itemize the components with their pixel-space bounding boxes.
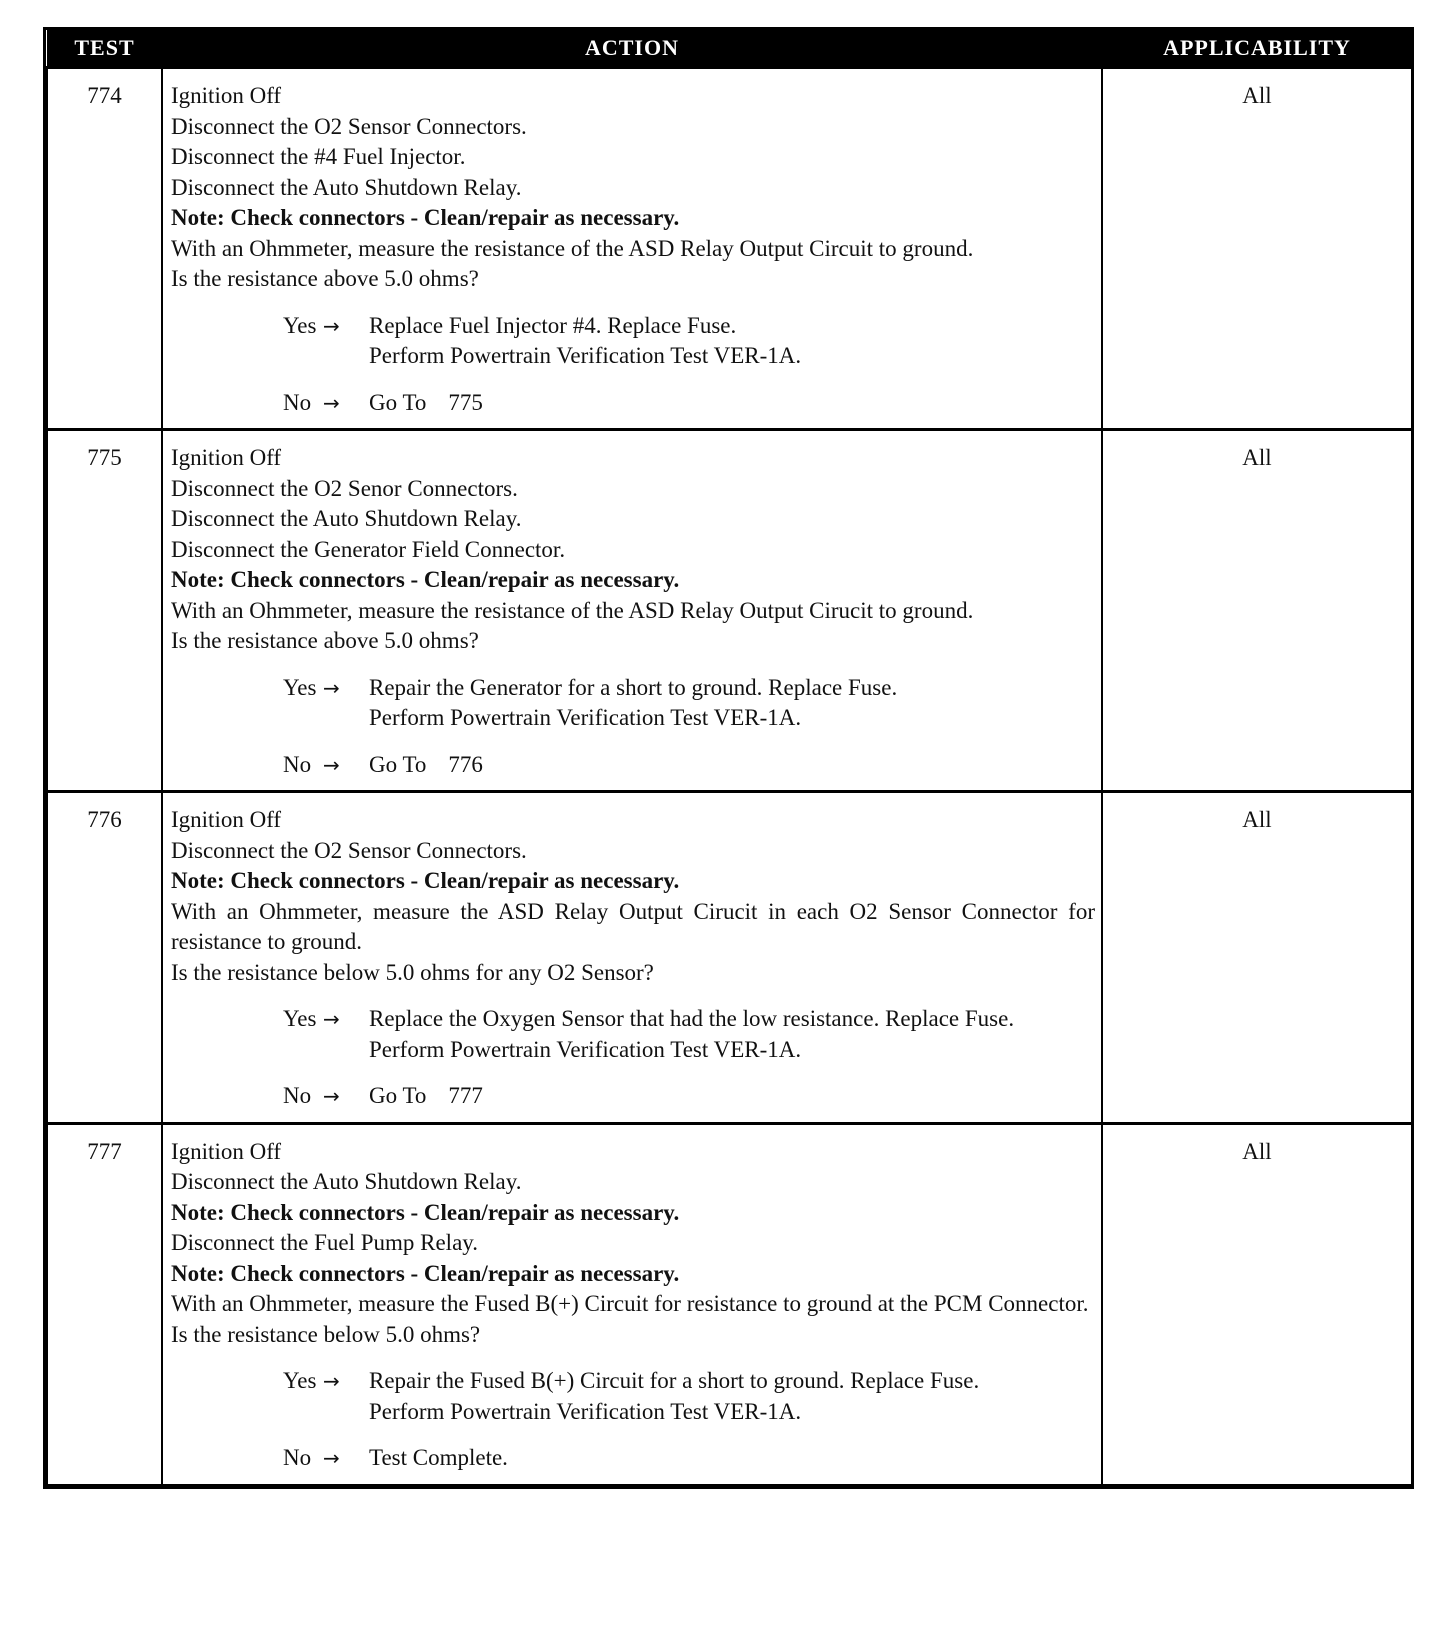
yes-result xyxy=(353,1366,1095,1427)
note-line: Note: Check connectors - Clean/repair as necessary. xyxy=(171,1260,680,1286)
instruction-line: Is the resistance above 5.0 ohms? xyxy=(171,266,479,291)
test-number: 776 xyxy=(47,792,162,1124)
no-action: Go To xyxy=(369,389,427,415)
no-result xyxy=(353,1081,1095,1112)
table-header xyxy=(47,30,1412,68)
header-applicability: APPLICABILITY xyxy=(1102,30,1412,68)
arrow-right-icon: → xyxy=(323,313,340,338)
instruction-line: Disconnect the Auto Shutdown Relay. xyxy=(171,506,522,531)
table-row xyxy=(47,68,1412,430)
instruction-line: Is the resistance below 5.0 ohms for any O2 Sensor? xyxy=(171,959,654,985)
goto-test-link[interactable]: 777 xyxy=(448,1083,483,1108)
instruction-line: Disconnect the O2 Senor Connectors. xyxy=(171,475,518,501)
no-outcome xyxy=(171,1443,1095,1474)
test-number: 774 xyxy=(47,68,162,430)
instruction-line: Disconnect the Fuel Pump Relay. xyxy=(171,1230,479,1255)
test-action xyxy=(162,792,1102,1124)
table-row xyxy=(47,1123,1412,1485)
yes-result-line: Repair the Fused B(+) Circuit for a short to ground. Replace Fuse. xyxy=(369,1368,980,1393)
instruction-line: Is the resistance below 5.0 ohms? xyxy=(171,1321,481,1347)
yes-result-line: Perform Powertrain Verification Test VER-1A. xyxy=(369,1398,802,1424)
instruction-line: Ignition Off xyxy=(171,445,282,470)
yes-result-line: Replace Fuel Injector #4. Replace Fuse. xyxy=(369,312,737,338)
yes-label: Yes xyxy=(283,312,317,338)
instruction-line: Ignition Off xyxy=(171,83,282,108)
no-outcome xyxy=(171,750,1095,781)
yes-label: Yes xyxy=(283,1368,317,1393)
instruction-line: Disconnect the #4 Fuel Injector. xyxy=(171,144,466,169)
test-action xyxy=(162,1123,1102,1485)
note-line: Note: Check connectors - Clean/repair as necessary. xyxy=(171,205,680,230)
arrow-right-icon: → xyxy=(323,675,340,700)
no-action: Go To xyxy=(369,1083,427,1108)
instruction-line: Disconnect the O2 Sensor Connectors. xyxy=(171,113,527,139)
instruction-line: Disconnect the Auto Shutdown Relay. xyxy=(171,174,522,200)
yes-label: Yes xyxy=(283,674,317,700)
table-row xyxy=(47,430,1412,792)
note-line: Note: Check connectors - Clean/repair as necessary. xyxy=(171,1199,680,1225)
yes-result xyxy=(353,311,1095,372)
no-label: No xyxy=(283,751,312,777)
no-result xyxy=(353,1443,1095,1474)
arrow-right-icon: → xyxy=(323,390,340,415)
arrow-right-icon: → xyxy=(323,752,340,777)
applicability-value: All xyxy=(1102,430,1412,792)
yes-result-line: Perform Powertrain Verification Test VER-1A. xyxy=(369,705,802,730)
diagnostic-test-table xyxy=(43,27,1414,1489)
header-test: TEST xyxy=(47,30,162,68)
applicability-value: All xyxy=(1102,1123,1412,1485)
note-line: Note: Check connectors - Clean/repair as necessary. xyxy=(171,567,680,592)
test-action xyxy=(162,430,1102,792)
applicability-value: All xyxy=(1102,68,1412,430)
instruction-line: Disconnect the O2 Sensor Connectors. xyxy=(171,837,527,863)
instruction-line: Is the resistance above 5.0 ohms? xyxy=(171,628,479,653)
goto-test-link[interactable]: 776 xyxy=(448,751,483,777)
yes-outcome xyxy=(171,311,1095,372)
instruction-line: Ignition Off xyxy=(171,807,282,832)
yes-result xyxy=(353,673,1095,734)
no-result xyxy=(353,388,1095,419)
no-result xyxy=(353,750,1095,781)
instruction-line: With an Ohmmeter, measure the ASD Relay Output Cirucit in each O2 Sensor Connector for resistance to ground. xyxy=(171,898,1095,954)
instruction-line: Ignition Off xyxy=(171,1138,282,1164)
test-action xyxy=(162,68,1102,430)
yes-outcome xyxy=(171,1004,1095,1065)
arrow-right-icon: → xyxy=(323,1007,340,1031)
yes-outcome xyxy=(171,673,1095,734)
yes-outcome xyxy=(171,1366,1095,1427)
yes-result-line: Repair the Generator for a short to ground. Replace Fuse. xyxy=(369,674,898,700)
header-action: ACTION xyxy=(162,30,1102,68)
instruction-line: With an Ohmmeter, measure the Fused B(+) Circuit for resistance to ground at the PCM Connector. xyxy=(171,1291,1089,1316)
no-label: No xyxy=(283,1445,312,1470)
instruction-line: With an Ohmmeter, measure the resistance of the ASD Relay Output Cirucit to ground. xyxy=(171,597,974,623)
no-label: No xyxy=(283,389,312,415)
no-outcome xyxy=(171,388,1095,419)
no-action: Go To xyxy=(369,751,427,777)
yes-result-line: Replace the Oxygen Sensor that had the low resistance. Replace Fuse. xyxy=(369,1006,1015,1031)
arrow-right-icon: → xyxy=(323,1369,340,1393)
no-action: Test Complete. xyxy=(369,1445,508,1470)
applicability-value: All xyxy=(1102,792,1412,1124)
test-number: 777 xyxy=(47,1123,162,1485)
no-outcome xyxy=(171,1081,1095,1112)
table-body xyxy=(47,68,1412,1485)
instruction-line: Disconnect the Auto Shutdown Relay. xyxy=(171,1169,522,1194)
table-row xyxy=(47,792,1412,1124)
goto-test-link[interactable]: 775 xyxy=(448,389,483,415)
note-line: Note: Check connectors - Clean/repair as necessary. xyxy=(171,868,680,893)
yes-result xyxy=(353,1004,1095,1065)
arrow-right-icon: → xyxy=(323,1084,340,1108)
test-number: 775 xyxy=(47,430,162,792)
arrow-right-icon: → xyxy=(323,1446,340,1470)
yes-result-line: Perform Powertrain Verification Test VER-1A. xyxy=(369,343,802,368)
instruction-line: Disconnect the Generator Field Connector. xyxy=(171,536,566,562)
yes-label: Yes xyxy=(283,1006,317,1031)
no-label: No xyxy=(283,1083,312,1108)
yes-result-line: Perform Powertrain Verification Test VER-1A. xyxy=(369,1036,802,1062)
instruction-line: With an Ohmmeter, measure the resistance of the ASD Relay Output Circuit to ground. xyxy=(171,235,974,261)
